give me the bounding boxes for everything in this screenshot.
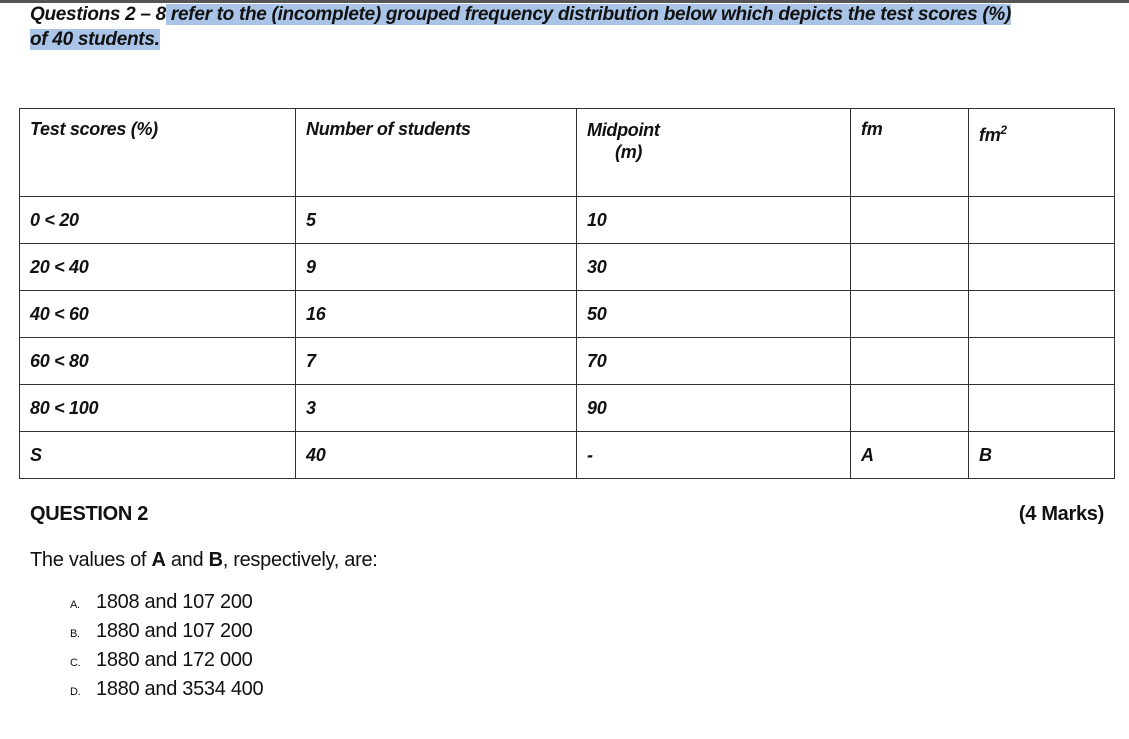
- intro-line2: of 40 students.: [30, 29, 160, 50]
- option-a[interactable]: [70, 589, 263, 618]
- cell-fm: [851, 338, 969, 385]
- header-fm2-exp: 2: [1000, 123, 1007, 137]
- total-fm: A: [851, 432, 969, 479]
- option-text: 1880 and 172 000: [96, 649, 253, 671]
- header-midpoint: [577, 109, 851, 197]
- cell-fm2: [969, 338, 1115, 385]
- stem-a: A: [151, 549, 166, 571]
- stem-pre: The values of: [30, 549, 152, 571]
- option-text: 1880 and 3534 400: [96, 678, 264, 700]
- question-stem: [30, 549, 378, 572]
- answer-options: [70, 589, 263, 705]
- table-row: [20, 197, 1115, 244]
- cell-fm: [851, 385, 969, 432]
- stem-mid: and: [165, 549, 209, 571]
- total-midpoint: -: [577, 432, 851, 479]
- table-total-row: [20, 432, 1115, 479]
- cell-fm2: [969, 244, 1115, 291]
- option-letter: C.: [70, 657, 81, 669]
- option-c[interactable]: [70, 647, 263, 676]
- header-fm: fm: [851, 109, 969, 197]
- stem-post: , respectively, are:: [222, 549, 378, 571]
- option-b[interactable]: [70, 618, 263, 647]
- table-row: [20, 385, 1115, 432]
- cell-midpoint: 30: [577, 244, 851, 291]
- cell-fm2: [969, 197, 1115, 244]
- question-heading: QUESTION 2: [30, 503, 149, 525]
- intro-text: [30, 2, 1100, 52]
- table-header-row: [20, 109, 1115, 197]
- intro-lead: Questions 2 – 8: [30, 4, 166, 25]
- cell-scores: 60 < 80: [20, 338, 296, 385]
- cell-scores: 40 < 60: [20, 291, 296, 338]
- stem-b: B: [208, 549, 223, 571]
- frequency-table: [19, 108, 1115, 479]
- option-letter: A.: [70, 599, 80, 611]
- total-count: 40: [296, 432, 577, 479]
- option-text: 1808 and 107 200: [96, 591, 253, 613]
- cell-midpoint: 70: [577, 338, 851, 385]
- cell-fm2: [969, 291, 1115, 338]
- header-fm2-base: fm: [979, 125, 1001, 145]
- header-fm2: [969, 109, 1115, 197]
- question-marks: (4 Marks): [1018, 503, 1104, 525]
- cell-count: 3: [296, 385, 577, 432]
- intro-highlight: refer to the (incomplete) grouped frequency distribution below which depicts the test scores (%): [165, 4, 1011, 25]
- cell-count: 9: [296, 244, 577, 291]
- option-d[interactable]: [70, 676, 263, 705]
- cell-midpoint: 90: [577, 385, 851, 432]
- option-text: 1880 and 107 200: [96, 620, 253, 642]
- cell-count: 16: [296, 291, 577, 338]
- cell-fm: [851, 291, 969, 338]
- table-row: [20, 244, 1115, 291]
- header-number-of-students: Number of students: [296, 109, 577, 197]
- cell-fm: [851, 244, 969, 291]
- option-letter: D.: [70, 686, 81, 698]
- total-label: S: [20, 432, 296, 479]
- header-midpoint-line2: (m): [615, 142, 643, 162]
- cell-fm2: [969, 385, 1115, 432]
- cell-count: 7: [296, 338, 577, 385]
- cell-fm: [851, 197, 969, 244]
- option-letter: B.: [70, 628, 80, 640]
- cell-count: 5: [296, 197, 577, 244]
- header-midpoint-line1: Midpoint: [587, 120, 660, 140]
- cell-scores: 0 < 20: [20, 197, 296, 244]
- cell-scores: 20 < 40: [20, 244, 296, 291]
- cell-midpoint: 10: [577, 197, 851, 244]
- header-test-scores: Test scores (%): [20, 109, 296, 197]
- cell-midpoint: 50: [577, 291, 851, 338]
- total-fm2: B: [969, 432, 1115, 479]
- cell-scores: 80 < 100: [20, 385, 296, 432]
- table-row: [20, 291, 1115, 338]
- table-row: [20, 338, 1115, 385]
